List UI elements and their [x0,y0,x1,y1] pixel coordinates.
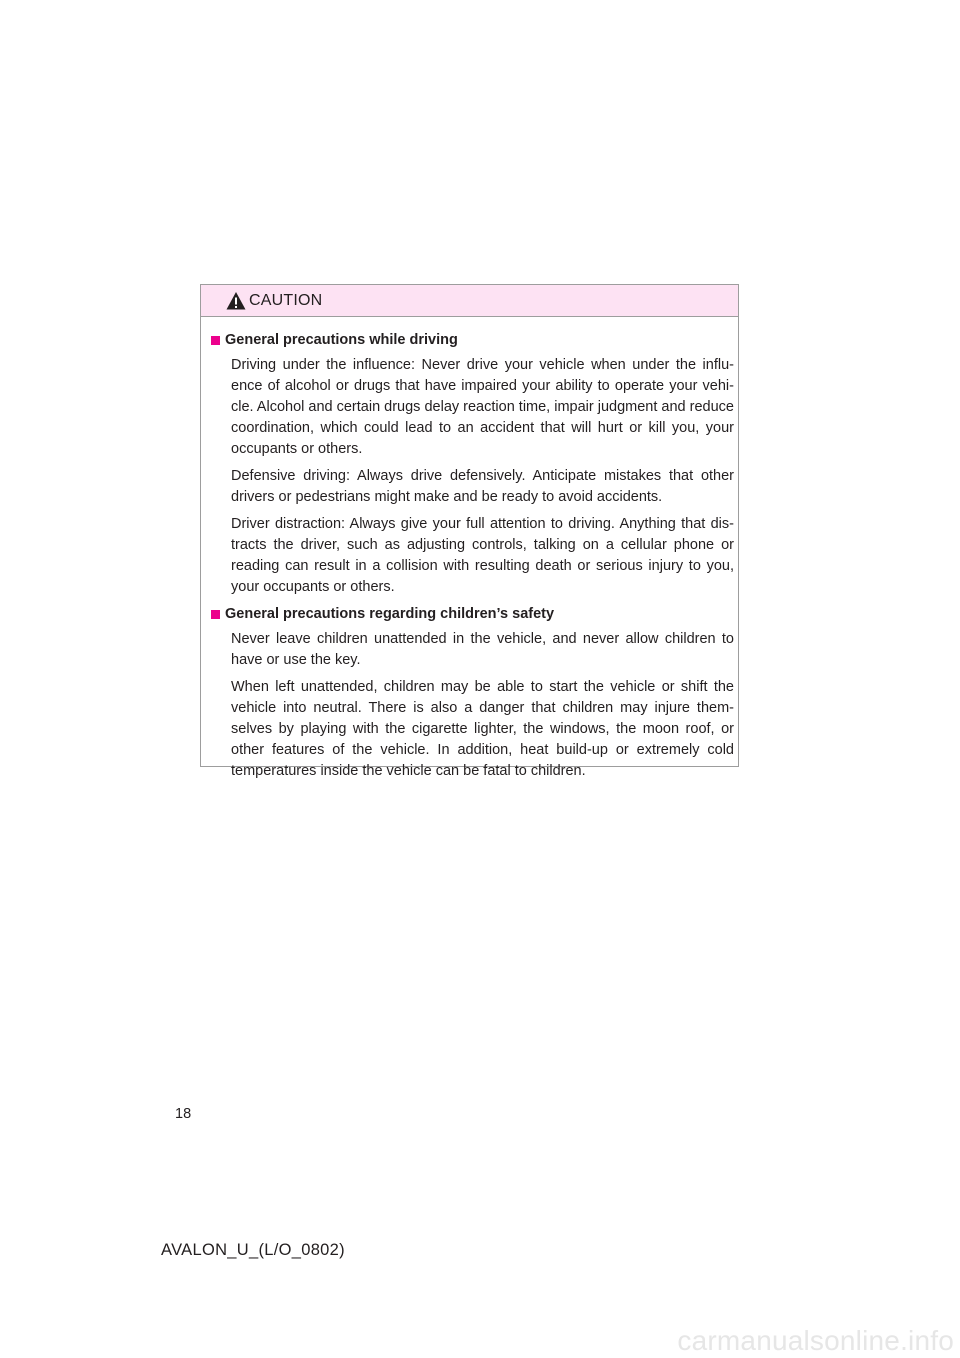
paragraph-children-unattended: Never leave children unattended in the vehicle, and never allow children to have or use the key. [231,631,734,668]
section-children-safety [211,604,734,782]
paragraph-driver-distraction: Driver distraction: Always give your full attention to driving. Anything that dis-tracts the driver, such as adjusting controls, talking on a cellular phone or reading can result in a collision with resulting death or serious injury to you, your occupants or others. [231,516,734,595]
watermark: carmanualsonline.info [677,1325,954,1356]
footer-code: AVALON_U_(L/O_0802) [161,1241,345,1259]
caution-title: CAUTION [249,291,323,309]
warning-triangle-icon [226,291,246,311]
square-bullet-icon [211,336,220,345]
page-number: 18 [175,1106,192,1122]
section-heading-text: General precautions while driving [225,332,458,348]
caution-header [201,285,738,317]
section-driving-precautions [211,330,734,598]
square-bullet-icon [211,610,220,619]
section-heading-text: General precautions regarding children’s safety [225,606,555,622]
caution-body [201,317,738,782]
caution-box [200,284,739,779]
paragraph-defensive-driving: Defensive driving: Always drive defensively. Anticipate mistakes that other drivers or pedestrians might make and be ready to avoid accidents. [231,468,734,505]
paragraph-driving-influence: Driving under the influence: Never drive your vehicle when under the influ-ence of alcohol or drugs that have impaired your ability to operate your vehi-cle. Alcohol and certain drugs delay reaction time, impair judgment and reduce coordination, which could lead to an accident that will hurt or kill you, your occupants or others. [231,357,734,457]
paragraph-children-dangers: When left unattended, children may be able to start the vehicle or shift the vehicle into neutral. There is also a danger that children may injure them-selves by playing with the cigarette lighter, the windows, the moon roof, or other features of the vehicle. In addition, heat build-up or extremely cold temperatures inside the vehicle can be fatal to children. [231,679,734,779]
section-heading [211,604,734,624]
section-heading [211,330,734,350]
